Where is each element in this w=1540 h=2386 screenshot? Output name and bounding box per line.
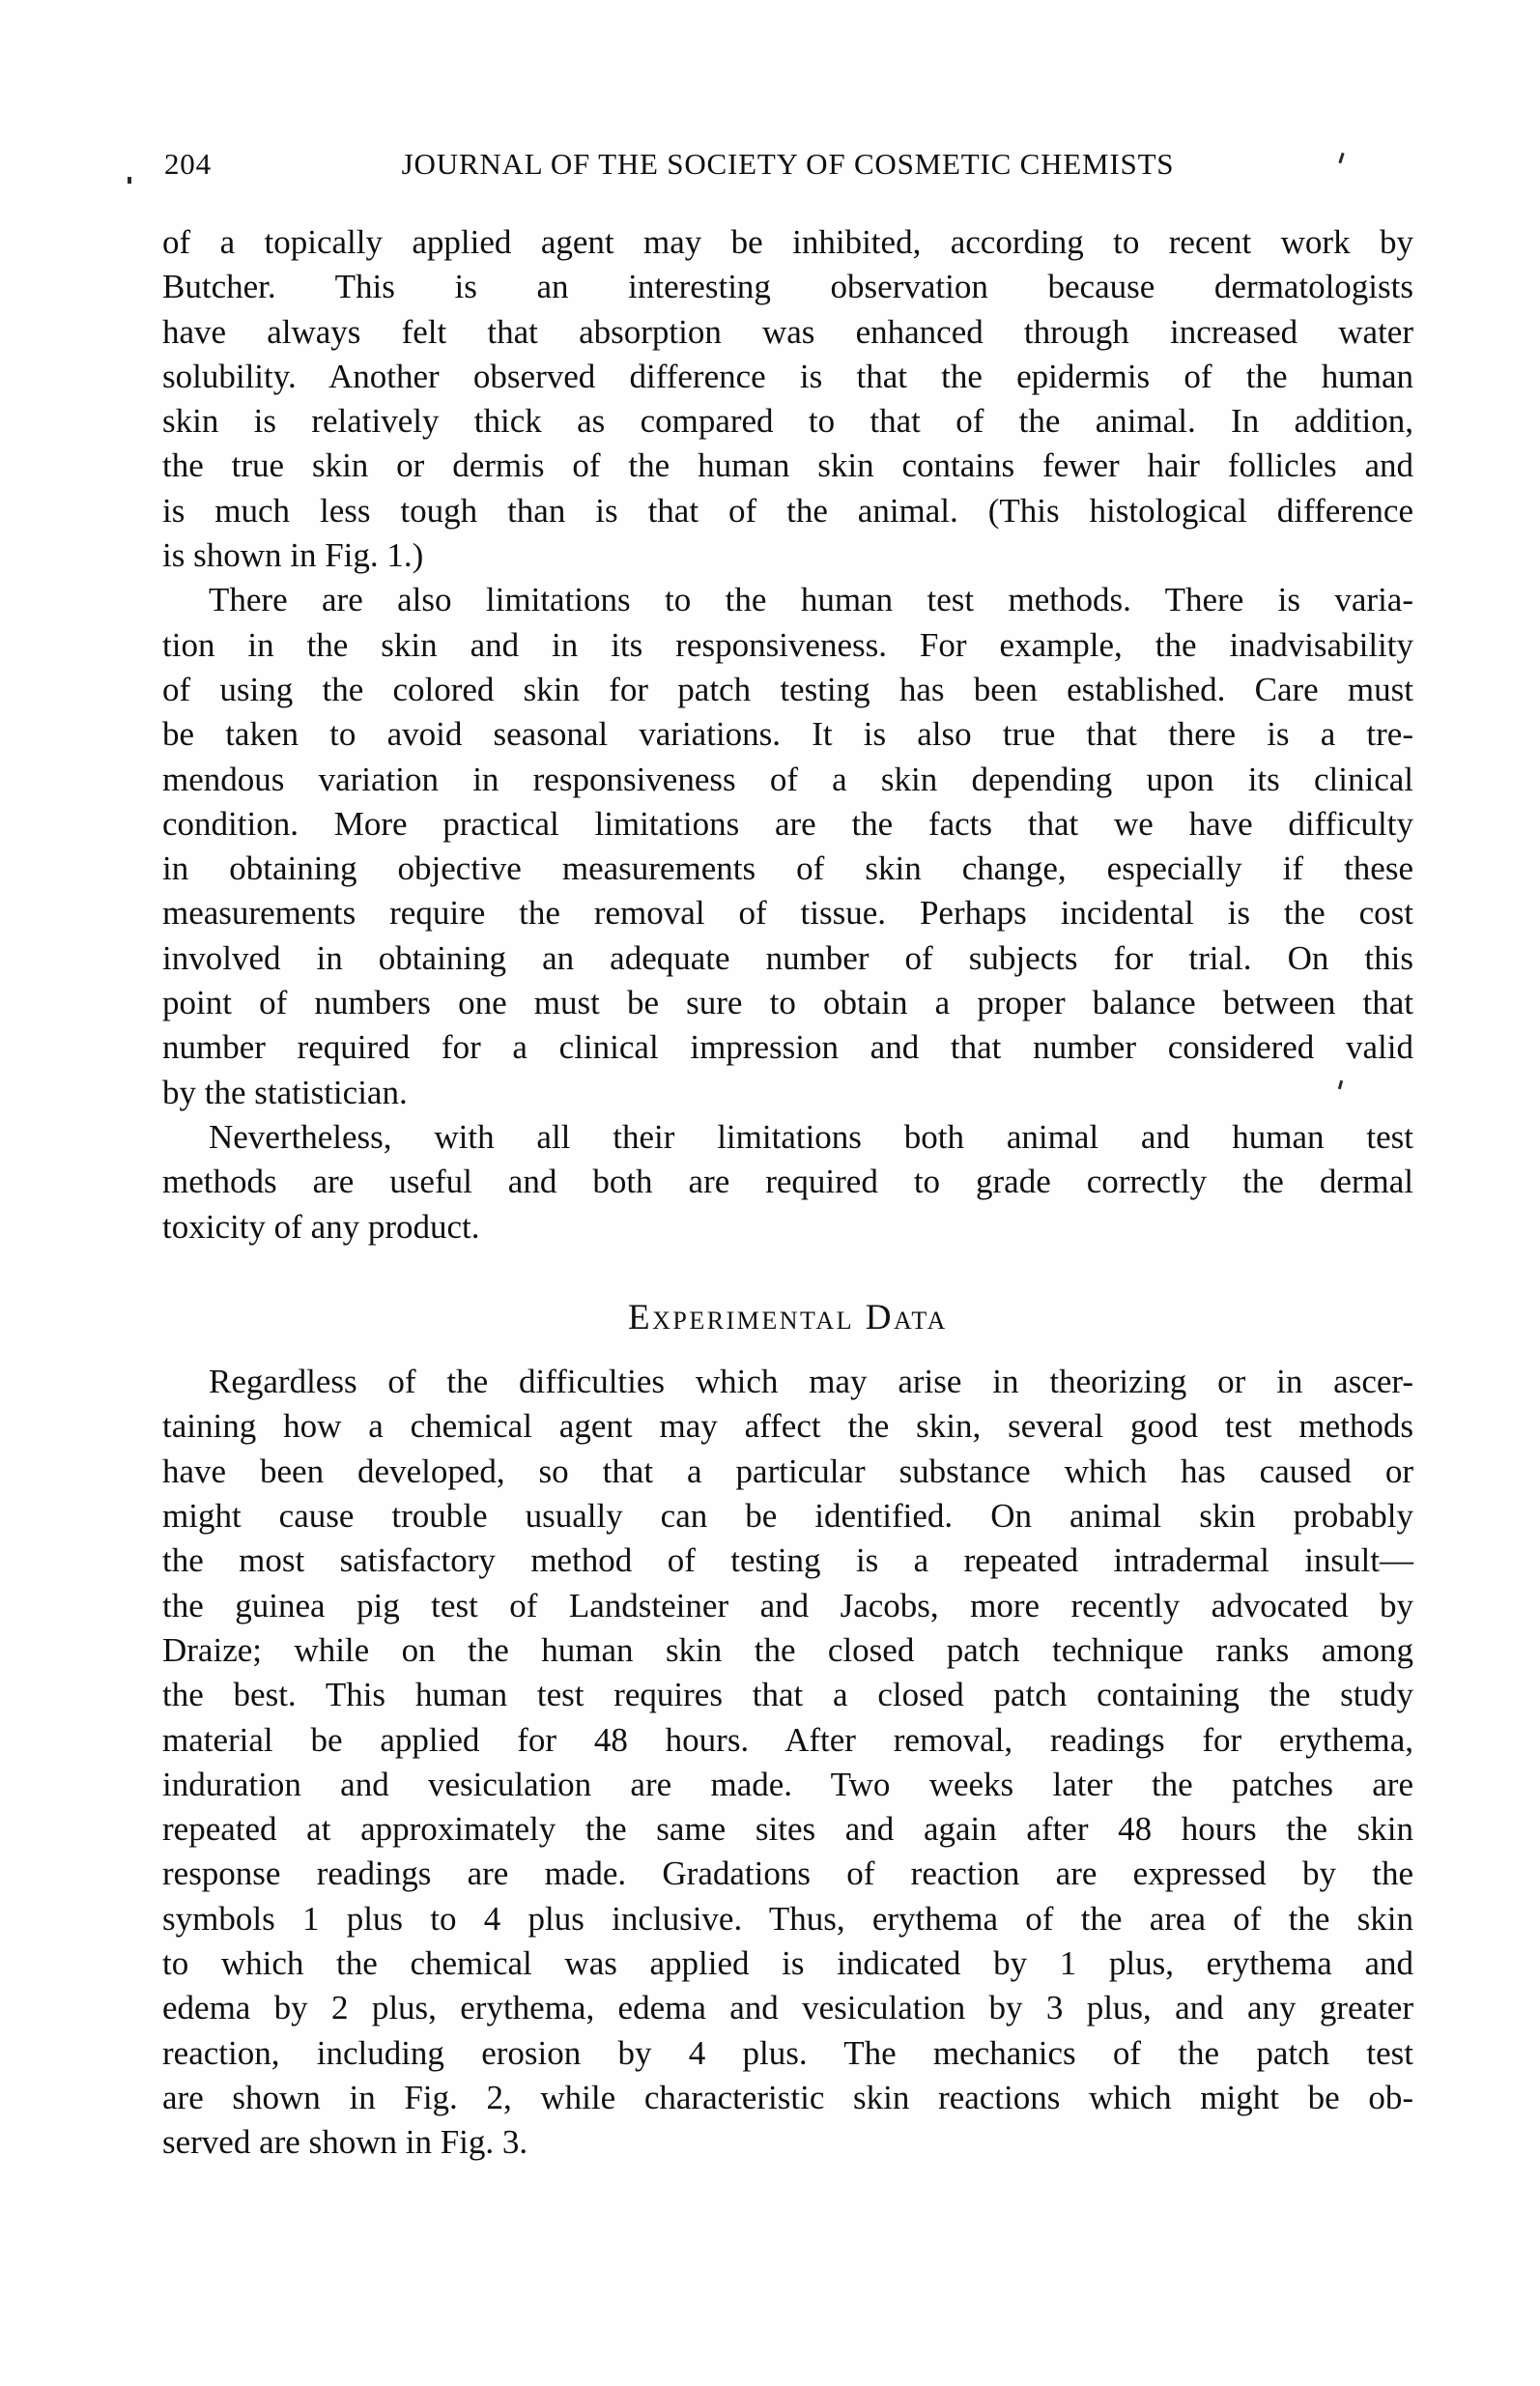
text-line: point of numbers one must be sure to obtain a proper balance between that xyxy=(162,984,1413,1022)
text-line: might cause trouble usually can be identified. On animal skin probably xyxy=(162,1497,1413,1536)
text-line: mendous variation in responsiveness of a skin depending upon its clinical xyxy=(162,760,1413,798)
text-line: be taken to avoid seasonal variations. It is also true that there is a tre- xyxy=(162,715,1413,754)
text-line: reaction, including erosion by 4 plus. The mechanics of the patch test xyxy=(162,2033,1413,2072)
text-line: symbols 1 plus to 4 plus inclusive. Thus, erythema of the area of the skin xyxy=(162,1899,1413,1938)
text-line: repeated at approximately the same sites and again after 48 hours the skin xyxy=(162,1810,1413,1849)
text-line: Draize; while on the human skin the closed patch technique ranks among xyxy=(162,1630,1413,1669)
text-line: Butcher. This is an interesting observation because dermatologists xyxy=(162,268,1413,306)
text-line: edema by 2 plus, erythema, edema and vesiculation by 3 plus, and any greater xyxy=(162,1989,1413,2027)
text-line: have been developed, so that a particular substance which has caused or xyxy=(162,1452,1413,1490)
text-line: the guinea pig test of Landsteiner and Jacobs, more recently advocated by xyxy=(162,1586,1413,1624)
text-line: is much less tough than is that of the animal. (This histological difference xyxy=(162,491,1413,530)
page-header xyxy=(162,147,1413,186)
journal-title: JOURNAL OF THE SOCIETY OF COSMETIC CHEMISTS xyxy=(401,147,1175,181)
text-line: by the statistician. xyxy=(162,1073,408,1111)
text-line: tion in the skin and in its responsiveness. For example, the inadvisability xyxy=(162,625,1413,664)
page-number: 204 xyxy=(164,147,212,181)
text-line: skin is relatively thick as compared to that of the animal. In addition, xyxy=(162,402,1413,441)
text-line: measurements require the removal of tissue. Perhaps incidental is the cost xyxy=(162,894,1413,933)
text-line: are shown in Fig. 2, while characteristic skin reactions which might be ob- xyxy=(162,2078,1413,2116)
section-heading: Experimental Data xyxy=(628,1297,948,1337)
paragraph xyxy=(162,1115,1413,1250)
text-line: the best. This human test requires that a closed patch containing the study xyxy=(162,1676,1413,1714)
text-line: material be applied for 48 hours. After removal, readings for erythema, xyxy=(162,1720,1413,1759)
text-line: of a topically applied agent may be inhibited, according to recent work by xyxy=(162,223,1413,261)
text-line: number required for a clinical impression and that number considered valid xyxy=(162,1028,1413,1067)
text-line: toxicity of any product. xyxy=(162,1207,480,1246)
text-line: have always felt that absorption was enhanced through increased water xyxy=(162,312,1413,351)
text-line: involved in obtaining an adequate number of subjects for trial. On this xyxy=(162,938,1413,977)
text-line: condition. More practical limitations are the facts that we have difficulty xyxy=(162,804,1413,843)
text-line: the most satisfactory method of testing is a repeated intradermal insult— xyxy=(162,1541,1413,1580)
text-line: served are shown in Fig. 3. xyxy=(162,2123,528,2162)
paragraph xyxy=(162,220,1413,578)
text-line: methods are useful and both are required to grade correctly the dermal xyxy=(162,1163,1413,1201)
text-line: Regardless of the difficulties which may arise in theorizing or in ascer- xyxy=(209,1363,1413,1401)
paragraph xyxy=(162,578,1413,1115)
text-line: Nevertheless, with all their limitations both animal and human test xyxy=(209,1117,1413,1156)
text-line: taining how a chemical agent may affect the skin, several good test methods xyxy=(162,1407,1413,1446)
text-line: of using the colored skin for patch testing has been established. Care must xyxy=(162,670,1413,708)
text-line: induration and vesiculation are made. Two weeks later the patches are xyxy=(162,1765,1413,1803)
text-line: is shown in Fig. 1.) xyxy=(162,536,424,575)
paragraph xyxy=(162,1360,1413,2165)
text-line: in obtaining objective measurements of skin change, especially if these xyxy=(162,849,1413,888)
text-line: response readings are made. Gradations of reaction are expressed by the xyxy=(162,1854,1413,1893)
text-line: to which the chemical was applied is indicated by 1 plus, erythema and xyxy=(162,1943,1413,1982)
text-line: There are also limitations to the human test methods. There is varia- xyxy=(209,581,1413,619)
text-line: solubility. Another observed difference is that the epidermis of the human xyxy=(162,357,1413,395)
page-body xyxy=(162,220,1413,2165)
text-line: the true skin or dermis of the human skin contains fewer hair follicles and xyxy=(162,446,1413,485)
scan-speck xyxy=(128,177,131,184)
